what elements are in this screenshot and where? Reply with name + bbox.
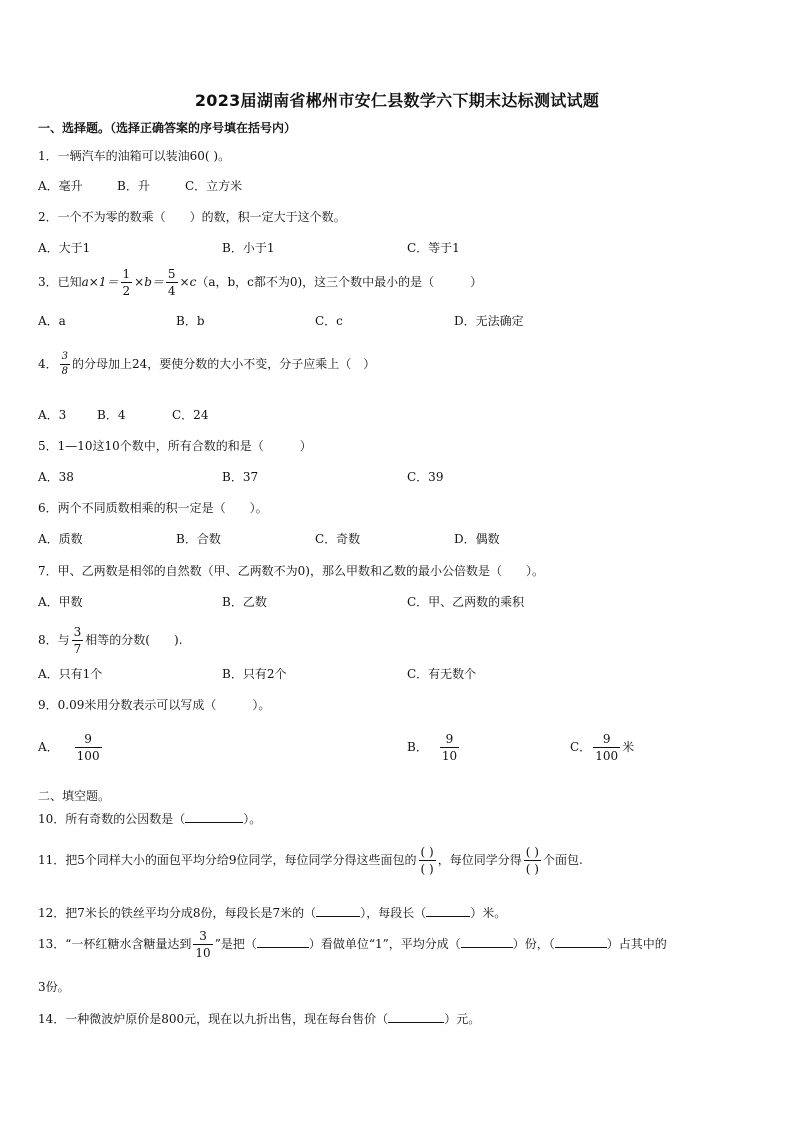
fraction: $\frac{9}{100}$ [76, 732, 100, 763]
question-13: 13．“一杯红糖水含糖量达到 $\frac{3}{10}$ ”是把（ ）看做单位“1”，平均分成（ ）份，（ ）占其中的 [38, 929, 667, 960]
fraction: $\frac{9}{10}$ [441, 732, 458, 763]
q3-option-a: A．a [38, 314, 66, 328]
fraction: $\frac{3}{7}$ [73, 625, 82, 656]
question-8: 8．与 $\frac{3}{7}$ 相等的分数( ). [38, 625, 183, 656]
answer-blank[interactable] [185, 810, 243, 823]
question-10: 10．所有奇数的公因数是（ ）。 [38, 812, 262, 826]
q6-option-a: A．质数 [38, 532, 83, 546]
q7-option-c: C．甲、乙两数的乘积 [407, 595, 525, 609]
q4-option-c: C．24 [172, 408, 209, 422]
q9-option-b: B． $\frac{9}{10}$ [407, 732, 458, 763]
q4-option-a: A．3 [38, 408, 67, 422]
q9-option-c: C． $\frac{9}{100}$ 米 [570, 732, 635, 763]
question-6: 6．两个不同质数相乘的积一定是（ ）。 [38, 501, 268, 515]
fraction: $\frac{5}{4}$ [167, 267, 176, 298]
q1-option-a: A．毫升 [38, 179, 83, 193]
answer-blank[interactable] [555, 935, 607, 948]
question-13-continued: 3份。 [38, 980, 70, 994]
q5-option-c: C．39 [407, 470, 444, 484]
question-7: 7．甲、乙两数是相邻的自然数（甲、乙两数不为0)，那么甲数和乙数的最小公倍数是（ ）。 [38, 564, 544, 578]
answer-blank[interactable] [461, 935, 513, 948]
question-5: 5．1—10这10个数中，所有合数的和是（ ） [38, 439, 312, 453]
q5-option-a: A．38 [38, 470, 74, 484]
question-3: 3．已知a×1＝ $\frac{1}{2}$ ×b＝ $\frac{5}{4}$ ×c（a，b，c都不为0)，这三个数中最小的是（ ） [38, 267, 483, 298]
q4-option-b: B．4 [97, 408, 126, 422]
question-9: 9．0.09米用分数表示可以写成（ ）。 [38, 698, 271, 712]
answer-blank[interactable] [426, 904, 470, 917]
q1-option-b: B．升 [117, 179, 150, 193]
fraction: $\frac{1}{2}$ [122, 267, 131, 298]
question-4: 4． $\frac{3}{8}$ 的分母加上24，要使分数的大小不变，分子应乘上（ ） [38, 351, 376, 377]
q8-option-b: B．只有2个 [222, 667, 287, 681]
q3-option-c: C．c [315, 314, 343, 328]
q2-option-a: A．大于1 [38, 241, 91, 255]
answer-blank[interactable] [257, 935, 309, 948]
q1-option-c: C．立方米 [185, 179, 243, 193]
answer-blank[interactable] [388, 1010, 444, 1023]
page-title: 2023届湖南省郴州市安仁县数学六下期末达标测试试题 [194, 91, 600, 110]
question-1: 1．一辆汽车的油箱可以装油60( )。 [38, 149, 231, 163]
q9-option-a: A． $\frac{9}{100}$ [38, 732, 100, 763]
answer-blank[interactable] [316, 904, 360, 917]
q2-option-c: C．等于1 [407, 241, 460, 255]
answer-fraction-blank[interactable]: $\frac{( )}{( )}$ [420, 845, 434, 876]
fraction: $\frac{9}{100}$ [595, 732, 619, 763]
q6-option-c: C．奇数 [315, 532, 361, 546]
question-11: 11．把5个同样大小的面包平均分给9位同学，每位同学分得这些面包的 $\frac{( )}{( )}$ ，每位同学分得 $\frac{( )}{( )}$ 个面包. [38, 845, 583, 876]
q5-option-b: B．37 [222, 470, 259, 484]
q8-option-c: C．有无数个 [407, 667, 477, 681]
q7-option-a: A．甲数 [38, 595, 83, 609]
section-choice-heading: 一、选择题。（选择正确答案的序号填在括号内） [38, 121, 297, 135]
q7-option-b: B．乙数 [222, 595, 267, 609]
q8-option-a: A．只有1个 [38, 667, 103, 681]
question-14: 14．一种微波炉原价是800元，现在以九折出售，现在每台售价（ ）元。 [38, 1012, 481, 1026]
fraction: $\frac{3}{8}$ [61, 351, 69, 377]
question-2: 2．一个不为零的数乘（ ）的数，积一定大于这个数。 [38, 210, 346, 224]
q2-option-b: B．小于1 [222, 241, 275, 255]
fraction: $\frac{3}{10}$ [195, 929, 211, 960]
question-12: 12．把7米长的铁丝平均分成8份，每段长是7米的（ ），每段长（ ）米。 [38, 906, 507, 920]
answer-fraction-blank[interactable]: $\frac{( )}{( )}$ [525, 845, 539, 876]
q3-option-d: D．无法确定 [454, 314, 524, 328]
section-fill-heading: 二、填空题。 [38, 789, 111, 803]
q6-option-d: D．偶数 [454, 532, 500, 546]
q3-option-b: B．b [176, 314, 205, 328]
q6-option-b: B．合数 [176, 532, 221, 546]
